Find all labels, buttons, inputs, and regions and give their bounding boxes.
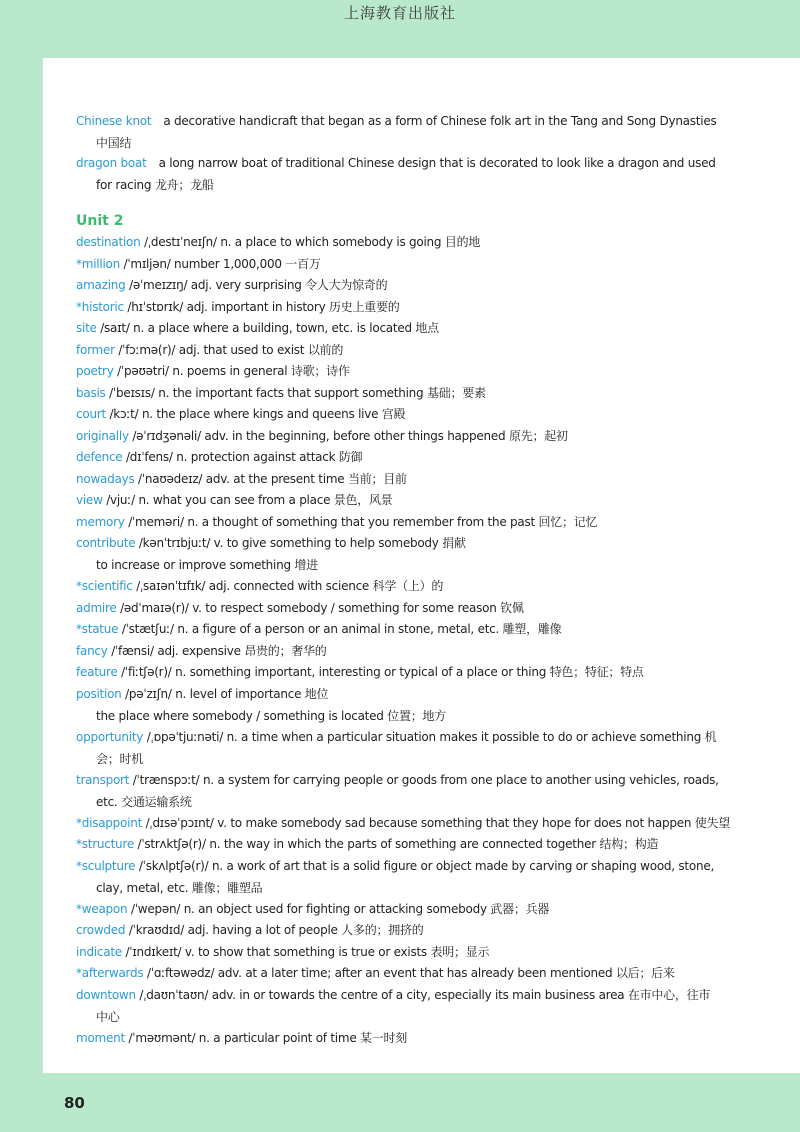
vocab-entry-dragon-boat bbox=[76, 153, 716, 196]
vocab-entry bbox=[76, 426, 716, 448]
vocab-entry bbox=[76, 920, 716, 942]
vocab-entry bbox=[76, 232, 716, 254]
definition: /ˈnaʊədeɪz/ adv. at the present time 当前；目前 bbox=[134, 472, 407, 486]
definition: /ədˈmaɪə(r)/ v. to respect somebody / something for some reason 钦佩 bbox=[116, 601, 524, 615]
definition-continued: for racing 龙舟；龙船 bbox=[96, 177, 214, 192]
vocab-entry bbox=[76, 533, 716, 576]
vocab-entry bbox=[76, 297, 716, 319]
definition: /ˌɒpəˈtjuːnəti/ n. a time when a particular situation makes it possible to do or achieve something 机 bbox=[143, 730, 717, 744]
vocab-entry bbox=[76, 469, 716, 491]
headword: downtown bbox=[76, 988, 136, 1002]
definition: /ˈskʌlptʃə(r)/ n. a work of art that is a solid figure or object made by carving or shaping wood, stone, bbox=[135, 859, 715, 873]
headword: view bbox=[76, 493, 103, 507]
definition: /ˈfiːtʃə(r)/ n. something important, interesting or typical of a place or thing 特色；特征；特点 bbox=[117, 665, 644, 679]
definition: /kənˈtrɪbjuːt/ v. to give something to help somebody 捐献 bbox=[135, 536, 466, 550]
vocab-entry bbox=[76, 834, 716, 856]
headword: crowded bbox=[76, 923, 126, 937]
vocab-entry bbox=[76, 340, 716, 362]
definition: a long narrow boat of traditional Chinese design that is decorated to look like a dragon and used bbox=[158, 156, 716, 170]
headword: *weapon bbox=[76, 902, 128, 916]
headword: feature bbox=[76, 665, 118, 679]
vocab-entry bbox=[76, 1028, 716, 1050]
definition: /ˈɪndɪkeɪt/ v. to show that something is true or exists 表明；显示 bbox=[121, 945, 490, 959]
definition: /kɔːt/ n. the place where kings and queens live 宫殿 bbox=[105, 407, 406, 421]
vocab-entry bbox=[76, 447, 716, 469]
headword: nowadays bbox=[76, 472, 135, 486]
headword: *historic bbox=[76, 300, 124, 314]
headword: *structure bbox=[76, 837, 134, 851]
headword: admire bbox=[76, 601, 117, 615]
headword: Chinese knot bbox=[76, 114, 152, 128]
headword: position bbox=[76, 687, 122, 701]
definition-continued: 中心 bbox=[96, 1009, 120, 1024]
headword: basis bbox=[76, 386, 106, 400]
definition: /ˌdɪsəˈpɔɪnt/ v. to make somebody sad because something that they hope for does not happen 使失望 bbox=[142, 816, 730, 830]
headword: *afterwards bbox=[76, 966, 144, 980]
vocab-entry bbox=[76, 576, 716, 598]
vocab-entry bbox=[76, 404, 716, 426]
definition: /ˈfænsi/ adj. expensive 昂贵的；奢华的 bbox=[107, 644, 327, 658]
headword: dragon boat bbox=[76, 156, 147, 170]
vocab-entry bbox=[76, 383, 716, 405]
headword: memory bbox=[76, 515, 125, 529]
vocab-entry bbox=[76, 275, 716, 297]
headword: former bbox=[76, 343, 115, 357]
definition: /ˈstætʃuː/ n. a figure of a person or an animal in stone, metal, etc. 雕塑，雕像 bbox=[118, 622, 562, 636]
headword: *million bbox=[76, 257, 120, 271]
vocab-entry bbox=[76, 512, 716, 534]
headword: originally bbox=[76, 429, 129, 443]
definition: /ˈkraʊdɪd/ adj. having a lot of people 人多的；拥挤的 bbox=[125, 923, 424, 937]
headword: fancy bbox=[76, 644, 108, 658]
headword: moment bbox=[76, 1031, 125, 1045]
headword: destination bbox=[76, 235, 141, 249]
vocab-entry bbox=[76, 662, 716, 684]
vocab-entry bbox=[76, 490, 716, 512]
vocab-entry bbox=[76, 684, 716, 727]
vocab-entry bbox=[76, 619, 716, 641]
vocab-entry bbox=[76, 942, 716, 964]
headword: contribute bbox=[76, 536, 136, 550]
headword: *scientific bbox=[76, 579, 133, 593]
definition: /əˈmeɪzɪŋ/ adj. very surprising 令人大为惊奇的 bbox=[125, 278, 388, 292]
headword: poetry bbox=[76, 364, 114, 378]
vocab-entry bbox=[76, 899, 716, 921]
section-title: Unit 2 bbox=[76, 213, 124, 229]
headword: site bbox=[76, 321, 97, 335]
headword: *sculpture bbox=[76, 859, 136, 873]
headword: transport bbox=[76, 773, 130, 787]
definition: /əˈrɪdʒənəli/ adv. in the beginning, before other things happened 原先；起初 bbox=[128, 429, 568, 443]
definition: /saɪt/ n. a place where a building, town, etc. is located 地点 bbox=[96, 321, 439, 335]
headword: *statue bbox=[76, 622, 119, 636]
definition: /ˌdaʊnˈtaʊn/ adv. in or towards the centre of a city, especially its main business area 在市中心，往市 bbox=[135, 988, 711, 1002]
headword: opportunity bbox=[76, 730, 144, 744]
vocab-entry bbox=[76, 361, 716, 383]
headword: amazing bbox=[76, 278, 126, 292]
definition: /dɪˈfens/ n. protection against attack 防御 bbox=[122, 450, 363, 464]
definition: /pəˈzɪʃn/ n. level of importance 地位 bbox=[121, 687, 329, 701]
definition: /ˌdestɪˈneɪʃn/ n. a place to which somebody is going 目的地 bbox=[140, 235, 481, 249]
definition: a decorative handicraft that began as a form of Chinese folk art in the Tang and Song Dynasties bbox=[163, 114, 717, 128]
definition-continued: the place where somebody / something is located 位置；地方 bbox=[96, 708, 446, 723]
definition: /vjuː/ n. what you can see from a place 景色，风景 bbox=[102, 493, 393, 507]
headword: court bbox=[76, 407, 106, 421]
headword: indicate bbox=[76, 945, 122, 959]
definition-continued: 会；时机 bbox=[96, 751, 144, 766]
definition: /hɪˈstɒrɪk/ adj. important in history 历史上重要的 bbox=[123, 300, 400, 314]
vocab-entry bbox=[76, 963, 716, 985]
definition: /ˈpəʊətri/ n. poems in general 诗歌；诗作 bbox=[113, 364, 350, 378]
vocab-entry bbox=[76, 727, 716, 770]
definition-continued: etc. 交通运输系统 bbox=[96, 794, 192, 809]
definition: /ˌsaɪənˈtɪfɪk/ adj. connected with science 科学（上）的 bbox=[132, 579, 444, 593]
vocab-entry bbox=[76, 985, 716, 1028]
definition-continued: to increase or improve something 增进 bbox=[96, 557, 318, 572]
publisher-header: 上海教育出版社 bbox=[343, 4, 456, 22]
vocab-entry bbox=[76, 598, 716, 620]
vocab-entry bbox=[76, 770, 719, 813]
vocab-entry bbox=[76, 641, 716, 663]
vocab-entry bbox=[76, 813, 730, 835]
vocab-entry bbox=[76, 318, 716, 340]
headword: defence bbox=[76, 450, 123, 464]
definition-continued: clay, metal, etc. 雕像；雕塑品 bbox=[96, 880, 263, 895]
definition: /ˈmeməri/ n. a thought of something that you remember from the past 回忆；记忆 bbox=[124, 515, 598, 529]
headword: *disappoint bbox=[76, 816, 143, 830]
vocab-entry bbox=[76, 254, 716, 276]
definition: /ˈbeɪsɪs/ n. the important facts that support something 基础；要素 bbox=[105, 386, 486, 400]
definition: /ˈtrænspɔːt/ n. a system for carrying people or goods from one place to another using vehicles, roads, bbox=[129, 773, 719, 787]
definition-continued: 中国结 bbox=[96, 135, 132, 150]
definition: /ˈfɔːmə(r)/ adj. that used to exist 以前的 bbox=[114, 343, 344, 357]
definition: /ˈməʊmənt/ n. a particular point of time 某一时刻 bbox=[124, 1031, 408, 1045]
vocab-entry bbox=[76, 856, 716, 899]
page-number: 80 bbox=[64, 1094, 85, 1112]
definition: /ˈstrʌktʃə(r)/ n. the way in which the parts of something are connected together 结构；构造 bbox=[133, 837, 659, 851]
definition: /ˈmɪljən/ number 1,000,000 一百万 bbox=[119, 257, 321, 271]
definition: /ˈwepən/ n. an object used for fighting or attacking somebody 武器；兵器 bbox=[127, 902, 550, 916]
vocab-entry-chinese-knot bbox=[76, 111, 716, 154]
definition: /ˈɑːftəwədz/ adv. at a later time; after an event that has already been mentioned 以后；后来 bbox=[143, 966, 675, 980]
